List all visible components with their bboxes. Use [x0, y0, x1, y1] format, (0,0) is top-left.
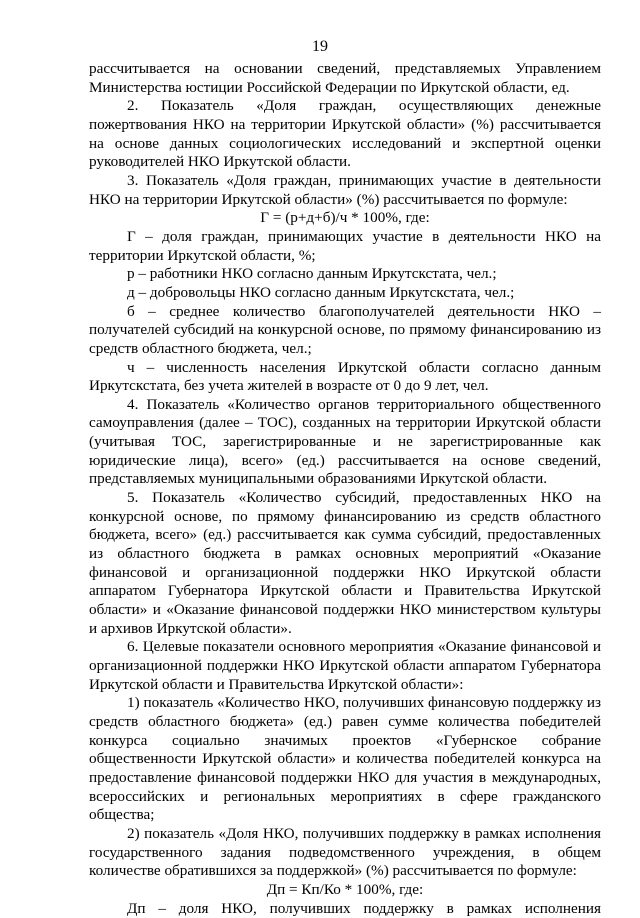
- paragraph-continuation: рассчитывается на основании сведений, представляемых Управлением Министерства юстиции Российской Федерации по Иркутской области, ед.: [89, 60, 601, 96]
- page-number: 19: [312, 38, 328, 55]
- paragraph-item-3: 3. Показатель «Доля граждан, принимающих участие в деятельности НКО на территории Иркутской области» (%) рассчитывается по формуле:: [89, 171, 601, 208]
- subitem-1: 1) показатель «Количество НКО, получивших финансовую поддержку из средств областного бюджета» (ед.) равен сумме количества победителей конкурса социально значимых проектов «Губернское собрание общественности Иркутской области» и количества победителей конкурса на предоставление финансовой поддержки НКО для участия в международных, всероссийских и региональных мероприятиях в сфере гражданского общества;: [89, 694, 601, 824]
- definition-b: б – среднее количество благополучателей деятельности НКО – получателей субсидий на конкурсной основе, по прямому финансированию из средств областного бюджета, чел.;: [89, 302, 601, 357]
- subitem-2: 2) показатель «Доля НКО, получивших поддержку в рамках исполнения государственного задания подведомственного учреждения, в общем количестве обратившихся за поддержкой» (%) рассчитывается по формуле:: [89, 824, 601, 880]
- document-body: [89, 60, 601, 918]
- definition-r: р – работники НКО согласно данным Иркутскстата, чел.;: [127, 265, 497, 283]
- paragraph-item-2: 2. Показатель «Доля граждан, осуществляющих денежные пожертвования НКО на территории Иркутской области» (%) рассчитывается на основе данных социологических исследований и экспертной оценки руководителей НКО Иркутской области.: [89, 97, 601, 171]
- formula-dp: Дп = Кп/Ко * 100%, где:: [266, 880, 424, 898]
- definition-dp: Дп – доля НКО, получивших поддержку в рамках исполнения: [127, 899, 601, 917]
- formula-g: Г = (р+д+б)/ч * 100%, где:: [260, 209, 430, 227]
- definition-d: д – добровольцы НКО согласно данным Иркутскстата, чел.;: [127, 283, 515, 301]
- definition-g: Г – доля граждан, принимающих участие в деятельности НКО на территории Иркутской области, %;: [89, 227, 601, 264]
- paragraph-item-4: 4. Показатель «Количество органов территориального общественного самоуправления (далее – ТОС), созданных на территории Иркутской области (учитывая ТОС, зарегистрированные и не зарегистрированные как юридические лица), всего» (ед.) рассчитывается на основе сведений, представляемых муниципальными образованиями Иркутской области.: [89, 395, 601, 488]
- paragraph-item-6: 6. Целевые показатели основного мероприятия «Оказание финансовой и организационной поддержки НКО Иркутской области аппаратом Губернатора Иркутской области и Правительства Иркутской области»:: [89, 638, 601, 693]
- paragraph-item-5: 5. Показатель «Количество субсидий, предоставленных НКО на конкурсной основе, по прямому финансированию из средств областного бюджета, всего» (ед.) рассчитывается как сумма субсидий, предоставленных из областного бюджета в рамках основных мероприятий «Оказание финансовой и организационной поддержки НКО Иркутской области аппаратом Губернатора Иркутской области и Правительства Иркутской области» и «Оказание финансовой поддержки НКО министерством культуры и архивов Иркутской области».: [89, 489, 601, 637]
- definition-ch: ч – численность населения Иркутской области согласно данным Иркутскстата, без учета жителей в возрасте от 0 до 9 лет, чел.: [89, 358, 601, 395]
